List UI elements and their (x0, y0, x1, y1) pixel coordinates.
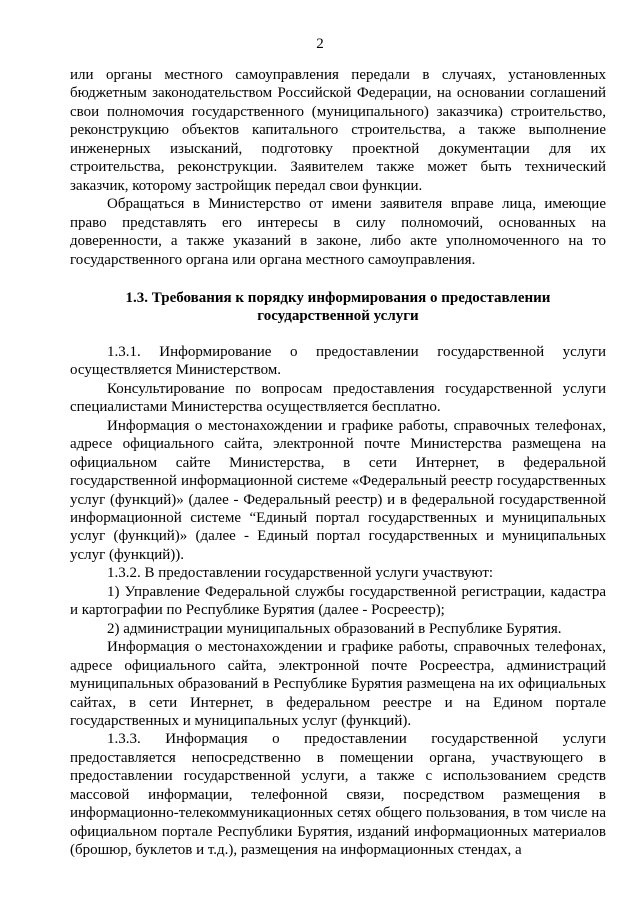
page-number: 2 (316, 36, 324, 52)
list-item-administrations: 2) администрации муниципальных образований в Республике Бурятия. (107, 620, 562, 637)
paragraph-1-3-1: 1.3.1. Информирование о предоставлении государственной услуги осуществляется Министерством. (70, 343, 606, 379)
document-body (70, 66, 606, 860)
paragraph-continuation: или органы местного самоуправления передали в случаях, установленных бюджетным законодательством Российской Федерации, на основании соглашений свои полномочия государственного (муниципального) заказчика) строительство, реконструкцию объектов капитального строительства, а также выполнение инженерных изысканий, подготовку проектной документации для их строительства, реконструкции. Заявителем также может быть технический заказчик, которому застройщик передал свои функции. (70, 67, 606, 194)
paragraph-1-3-3: 1.3.3. Информация о предоставлении государственной услуги предоставляется непосредственно в помещении органа, участвующего в предоставлении государственной услуги, а также с использованием средств массовой информации, телефонной связи, посредством размещения в информационно-телекоммуникационных сетях общего пользования, в том числе на официальном портале Республики Бурятия, изданий информационных материалов (брошюр, буклетов и т.д.), размещения на информационных стендах, а (70, 731, 606, 859)
paragraph-consulting: Консультирование по вопросам предоставления государственной услуги специалистами Министерства осуществляется бесплатно. (70, 380, 606, 416)
paragraph-representatives: Обращаться в Министерство от имени заявителя вправе лица, имеющие право представлять его интересы в силу полномочий, основанных на доверенности, а также указаний в законе, либо акте уполномоченного на то государственного органа или органа местного самоуправления. (70, 196, 606, 268)
paragraph-participants-info: Информация о местонахождении и графике работы, справочных телефонах, адресе официального сайта, электронной почте Росреестра, администраций муниципальных образований в Республике Бурятия размещена на их официальных сайтах, в сети Интернет, в федеральном реестре и на Едином портале государственных и муниципальных услуг (функций). (70, 639, 606, 729)
paragraph-1-3-2: 1.3.2. В предоставлении государственной услуги участвуют: (107, 565, 494, 582)
section-heading: 1.3. Требования к порядку информирования о предоставлении государственной услуги (125, 289, 551, 325)
paragraph-ministry-info: Информация о местонахождении и графике работы, справочных телефонах, адресе официального сайта, электронной почте Министерства размещена на официальном сайте Министерства, в сети Интернет, в федеральной государственной информационной системе «Федеральный реестр государственных услуг (функций)» (далее - Федеральный реестр) и в федеральной государственной информационной системе “Единый портал государственных и муниципальных услуг (функций)» (далее - Единый портал государственных и муниципальных услуг (функций)). (70, 417, 606, 563)
list-item-rosreestr: 1) Управление Федеральной службы государственной регистрации, кадастра и картографии по Республике Бурятия (далее - Росреестр); (70, 583, 606, 619)
